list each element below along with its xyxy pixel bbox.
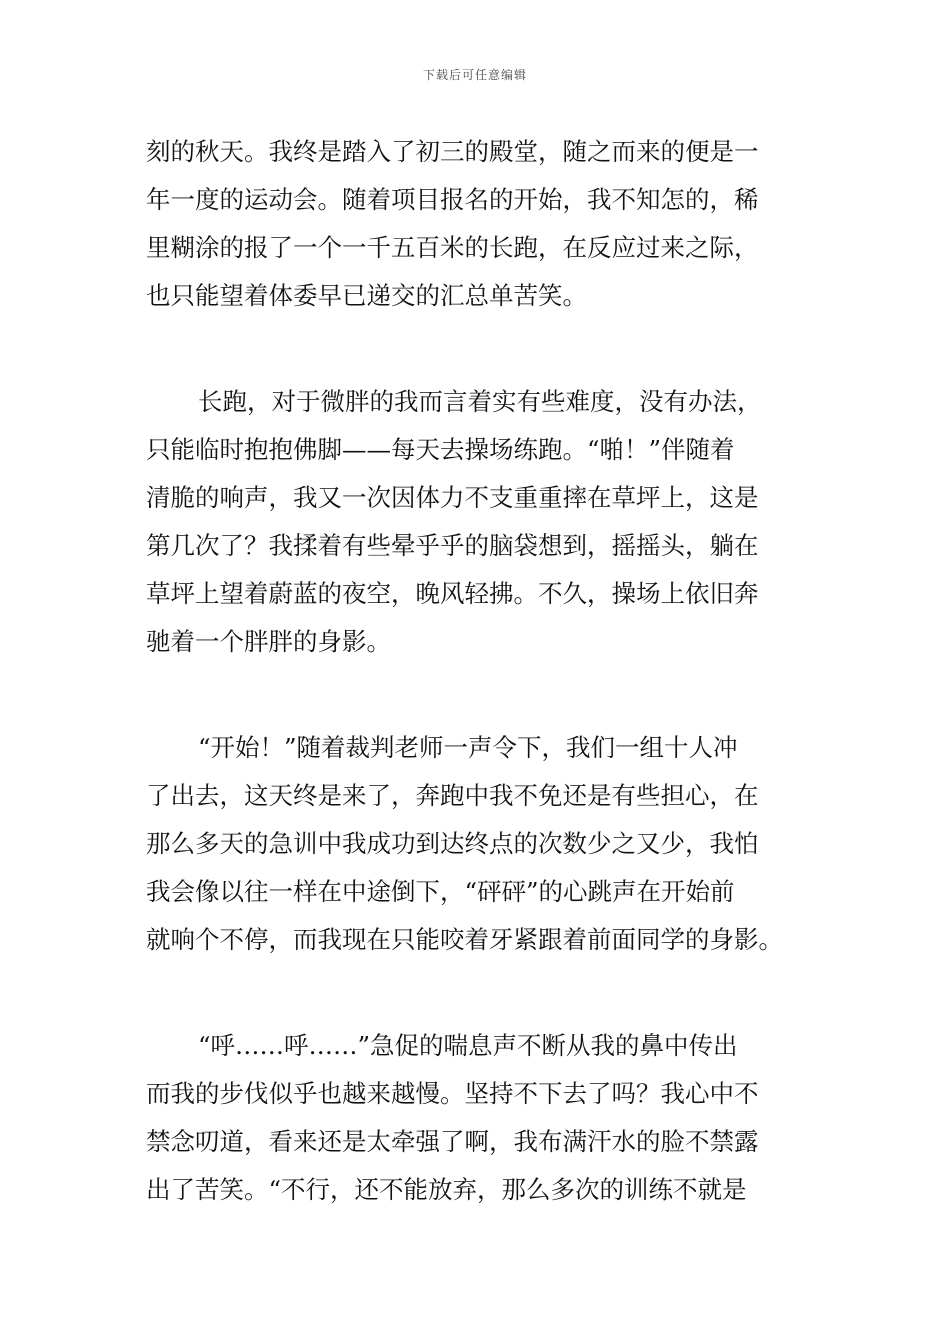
- text-line: 出了苦笑。“不行，还不能放弃，那么多次的训练不就是: [146, 1175, 747, 1204]
- text-line: 也只能望着体委早已递交的汇总单苦笑。: [146, 281, 587, 310]
- paragraph-4: [146, 1022, 810, 1214]
- text-line: “开始！”随着裁判老师一声令下，我们一组十人冲: [198, 733, 738, 762]
- text-line: 禁念叨道，看来还是太牵强了啊，我布满汗水的脸不禁露: [146, 1127, 759, 1156]
- paragraph-3: [146, 724, 810, 964]
- page-header: 下载后可任意编辑: [422, 68, 527, 82]
- document-body: [146, 128, 810, 1214]
- text-line: 年一度的运动会。随着项目报名的开始，我不知怎的，稀: [146, 185, 759, 214]
- text-line: 草坪上望着蔚蓝的夜空，晚风轻拂。不久，操场上依旧奔: [146, 579, 759, 608]
- text-line: 我会像以往一样在中途倒下，“砰砰”的心跳声在开始前: [146, 877, 735, 906]
- text-line: 清脆的响声，我又一次因体力不支重重摔在草坪上，这是: [146, 483, 759, 512]
- text-line: 而我的步伐似乎也越来越慢。坚持不下去了吗？我心中不: [146, 1079, 759, 1108]
- text-line: 驰着一个胖胖的身影。: [146, 627, 391, 656]
- text-line: 长跑，对于微胖的我而言着实有些难度，没有办法，: [198, 387, 762, 416]
- paragraph-1: [146, 128, 810, 320]
- text-line: 第几次了？我揉着有些晕乎乎的脑袋想到，摇摇头，躺在: [146, 531, 759, 560]
- text-line: 就响个不停，而我现在只能咬着牙紧跟着前面同学的身影。: [146, 925, 783, 954]
- text-line: “呼……呼……”急促的喘息声不断从我的鼻中传出: [198, 1031, 738, 1060]
- paragraph-2: [146, 378, 810, 666]
- text-line: 那么多天的急训中我成功到达终点的次数少之又少，我怕: [146, 829, 759, 858]
- text-line: 里糊涂的报了一个一千五百米的长跑，在反应过来之际，: [146, 233, 759, 262]
- text-line: 了出去，这天终是来了，奔跑中我不免还是有些担心，在: [146, 781, 759, 810]
- text-line: 刻的秋天。我终是踏入了初三的殿堂，随之而来的便是一: [146, 137, 759, 166]
- text-line: 只能临时抱抱佛脚——每天去操场练跑。“啪！”伴随着: [146, 435, 735, 464]
